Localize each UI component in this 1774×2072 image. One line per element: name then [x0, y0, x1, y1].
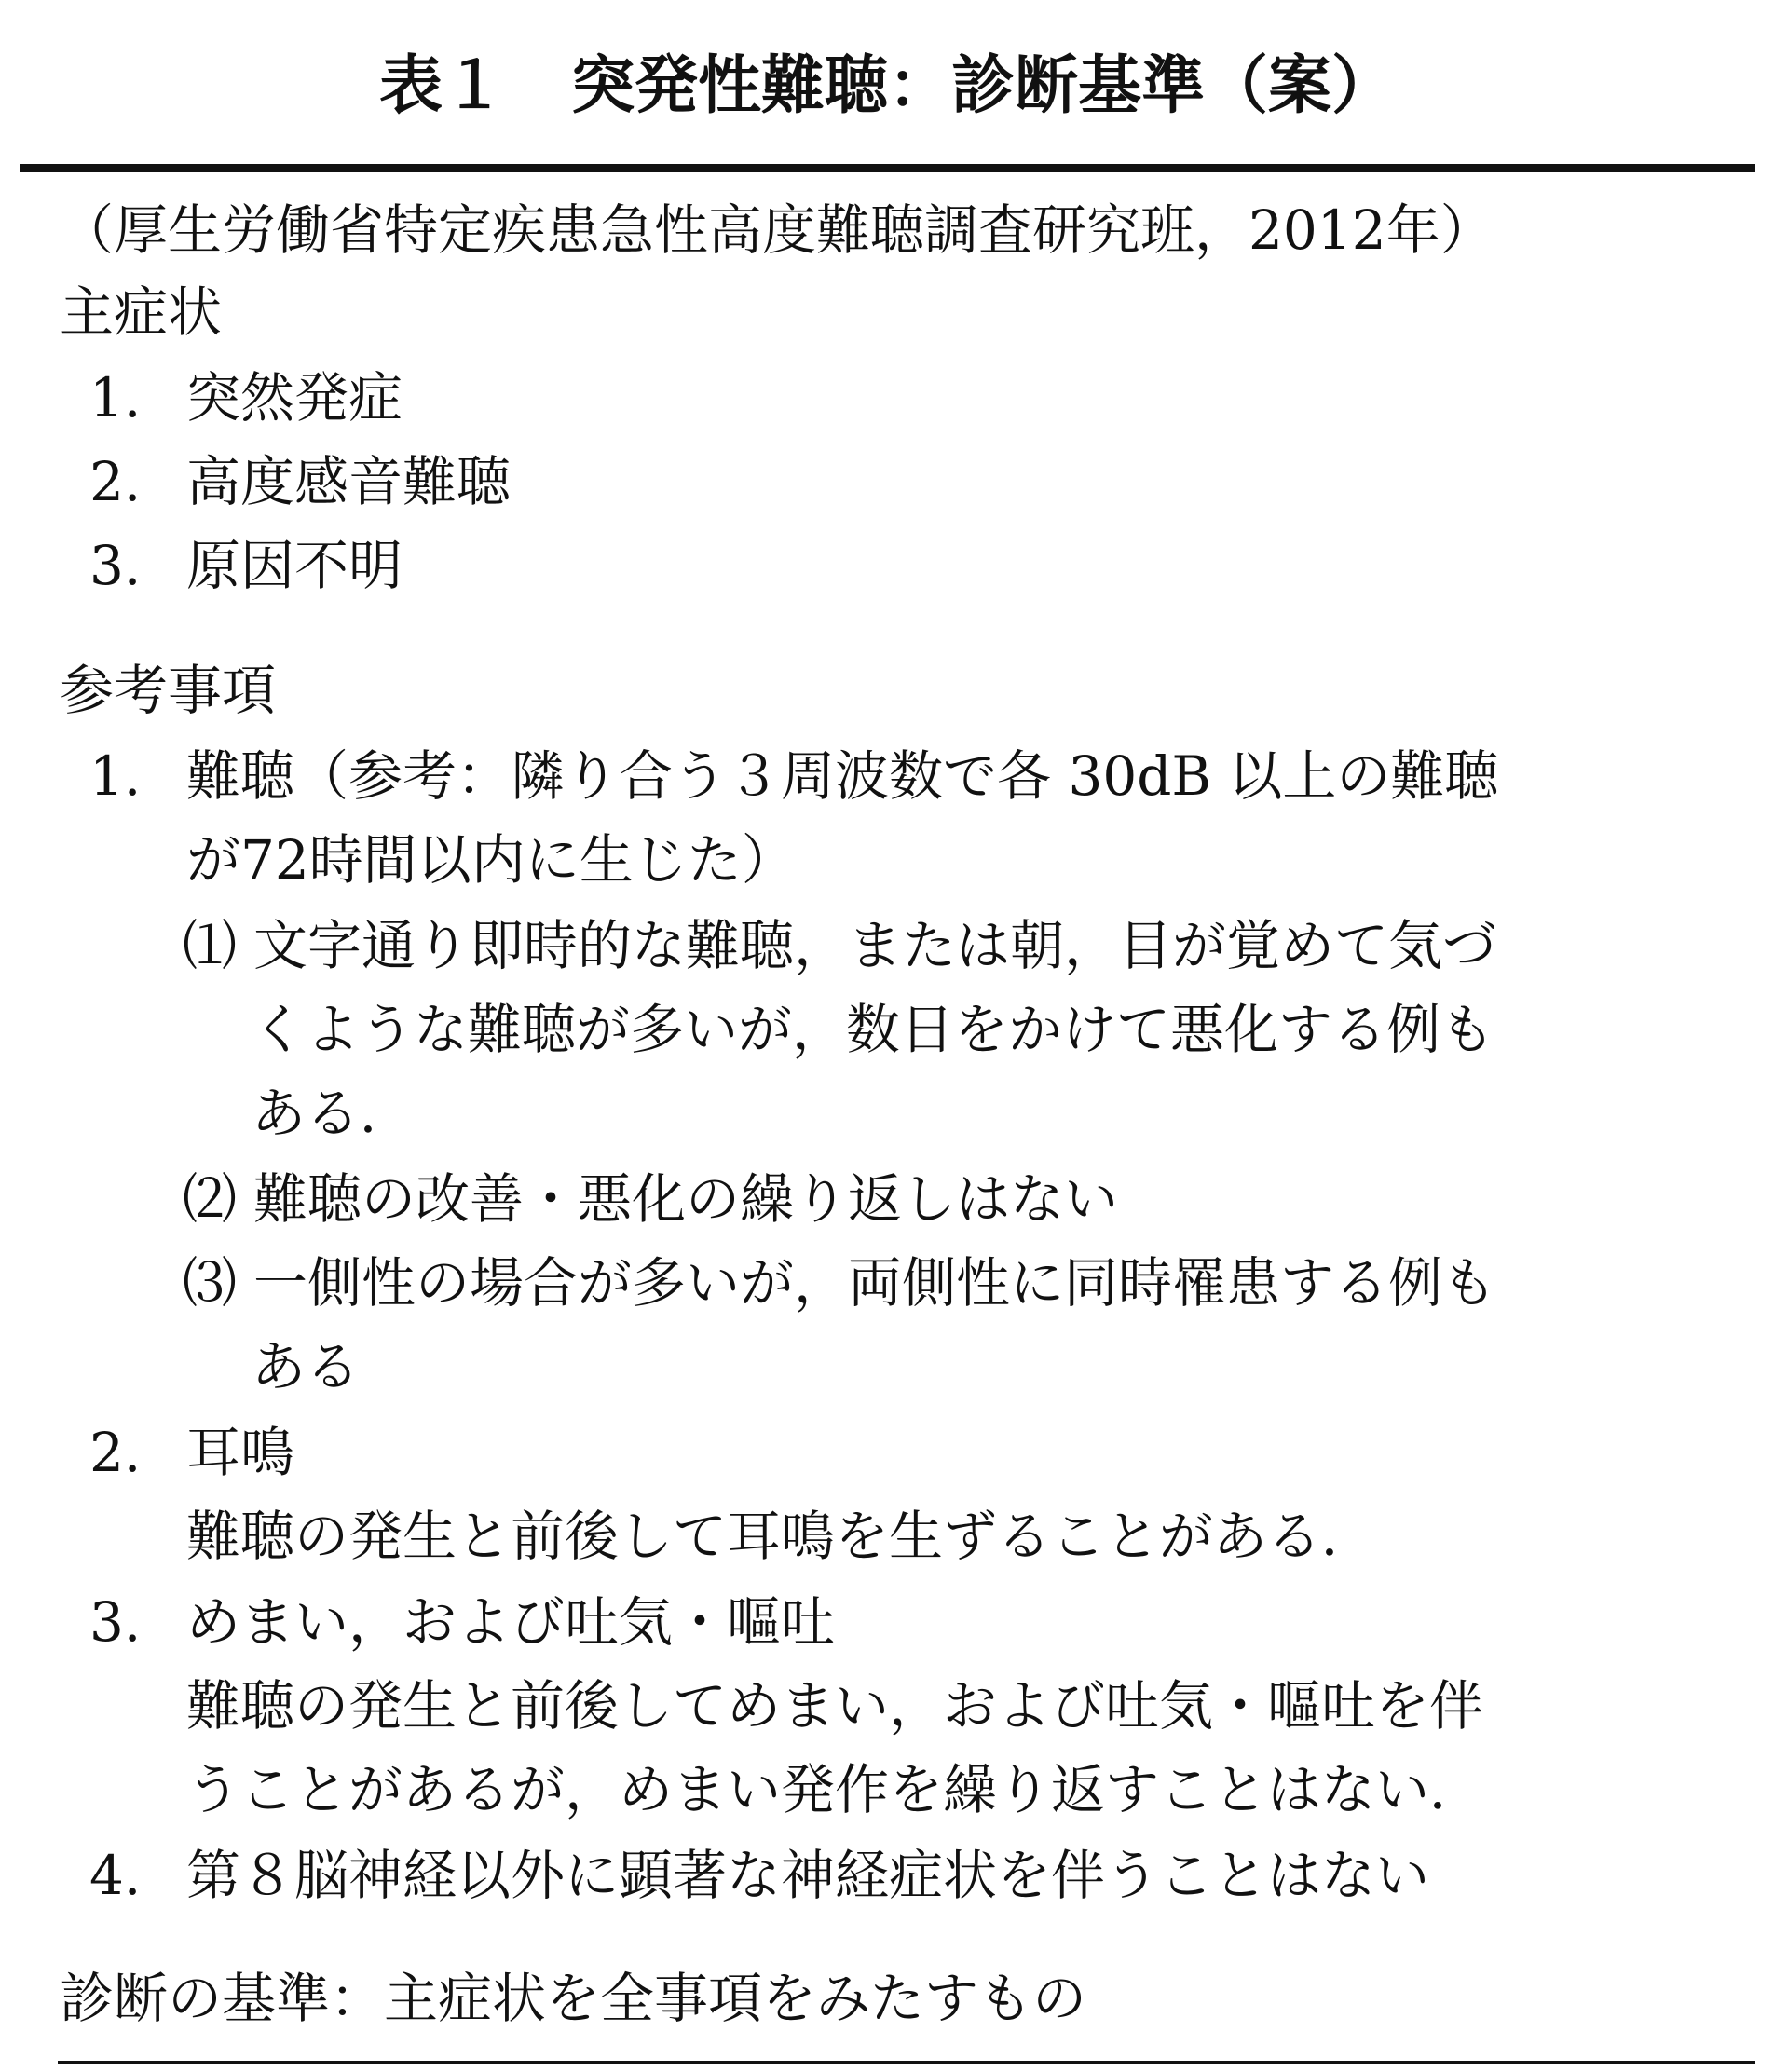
main-symptoms-heading: 主症状	[60, 280, 223, 344]
main-symptom-2: 高度感音難聴	[186, 450, 512, 513]
sub-item-3-number: ⑶	[183, 1251, 238, 1315]
reference-item-3-body-line-2: うことがあるが，めまい発作を繰り返すことはない．	[186, 1758, 1484, 1821]
top-rule	[20, 164, 1755, 172]
sub-item-3-line-2: ある	[252, 1335, 361, 1398]
sub-item-2-line-1: 難聴の改善・悪化の繰り返しはない	[253, 1167, 1119, 1231]
sub-item-2-number: ⑵	[183, 1167, 238, 1231]
source-line: （厚生労働省特定疾患急性高度難聴調査研究班，2012年）	[60, 198, 1494, 262]
reference-item-1-number: 1.	[89, 744, 142, 808]
main-symptom-1-number: 1.	[89, 366, 142, 429]
reference-item-3-body-line-1: 難聴の発生と前後してめまい，および吐気・嘔吐を伴	[186, 1674, 1484, 1738]
sub-item-1-number: ⑴	[183, 914, 238, 977]
diagnostic-criteria: 診断の基準：主症状を全事項をみたすもの	[60, 1967, 1087, 2030]
bottom-rule	[58, 2061, 1755, 2064]
main-symptom-2-number: 2.	[89, 450, 142, 513]
main-symptom-3-number: 3.	[89, 534, 142, 597]
main-symptom-1: 突然発症	[186, 366, 403, 429]
reference-item-3-number: 3.	[89, 1590, 142, 1654]
table-title-text: 突発性難聴：診断基準（案）	[571, 48, 1396, 123]
table-title	[0, 48, 1774, 123]
reference-item-1-line-1: 難聴（参考：隣り合う３周波数で各 30dB 以上の難聴	[186, 744, 1499, 808]
reference-item-4: 第８脳神経以外に顕著な神経症状を伴うことはない	[186, 1844, 1430, 1907]
sub-item-3-line-1: 一側性の場合が多いが，両側性に同時罹患する例も	[253, 1251, 1497, 1315]
reference-item-1-line-2: が72時間以内に生じた）	[186, 828, 796, 892]
reference-item-2-number: 2.	[89, 1421, 142, 1484]
sub-item-1-line-3: ある．	[252, 1082, 415, 1145]
reference-item-4-number: 4.	[89, 1844, 142, 1907]
sub-item-1-line-2: くような難聴が多いが，数日をかけて悪化する例も	[252, 998, 1495, 1061]
main-symptom-3: 原因不明	[186, 534, 403, 597]
reference-item-3-title: めまい，および吐気・嘔吐	[186, 1590, 836, 1654]
reference-item-2-title: 耳鳴	[186, 1421, 295, 1484]
reference-item-2-body: 難聴の発生と前後して耳鳴を生ずることがある．	[186, 1505, 1376, 1568]
reference-heading: 参考事項	[60, 659, 277, 722]
table-number: 表１	[378, 48, 506, 123]
sub-item-1-line-1: 文字通り即時的な難聴，または朝，目が覚めて気づ	[253, 914, 1497, 977]
